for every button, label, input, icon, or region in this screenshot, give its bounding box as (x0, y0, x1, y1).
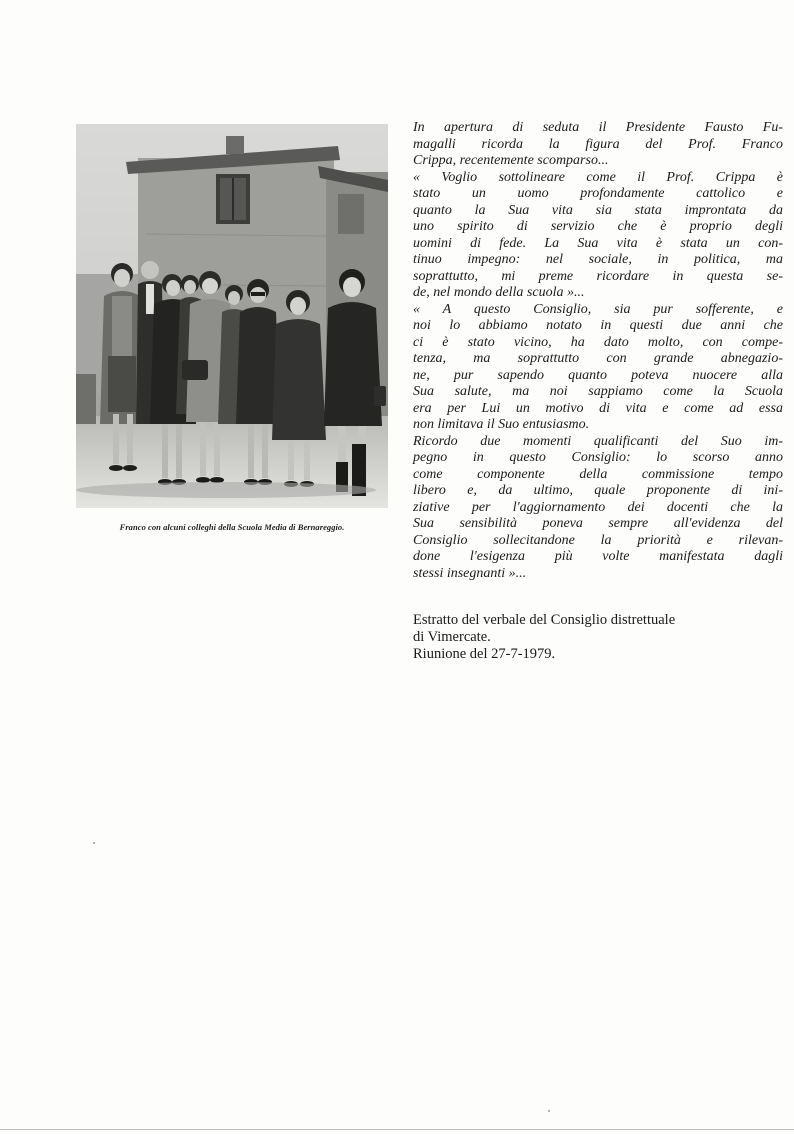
text-line: Crippa, recentemente scomparso... (413, 153, 609, 168)
scan-edge (0, 1129, 794, 1130)
text-line: « Voglio sottolineare come il Prof. Crippa è (413, 169, 783, 185)
group-photo (76, 124, 388, 508)
text-line: ziative per l'aggiornamento dei docenti che la (413, 499, 783, 515)
text-line: « A questo Consiglio, sia pur sofferente, e (413, 301, 783, 317)
paragraph-quote-1 (413, 170, 783, 302)
scan-speck (93, 842, 95, 844)
group-photo-image (76, 124, 388, 508)
text-line: ne, pur sapendo quanto poteva nuocere alla (413, 367, 783, 383)
scan-speck (548, 1110, 550, 1112)
text-line: Sua salute, ma noi sappiamo come la Scuola (413, 384, 783, 399)
text-line: magalli ricorda la figura del Prof. Franco (413, 136, 783, 152)
text-line: Ricordo due momenti qualificanti del Suo im- (413, 433, 783, 449)
minutes-text (413, 120, 783, 582)
text-line: soprattutto, mi preme ricordare in questa se- (413, 268, 783, 284)
text-line: stessi insegnanti »... (413, 565, 527, 581)
extract-line: di Vimercate. (413, 629, 491, 645)
text-line: pegno in questo Consiglio: lo scorso anno (413, 450, 783, 465)
text-line: tenza, ma soprattutto con grande abnegazio- (413, 351, 783, 366)
text-line: non limitava il Suo entusiasmo. (413, 417, 590, 432)
text-line: tinuo impegno: nel sociale, in politica, ma (413, 252, 783, 267)
text-line: come componente della commissione tempo (413, 466, 783, 482)
paragraph-quote-2 (413, 302, 783, 434)
text-line: Sua sensibilità poneva sempre all'evidenza del (413, 516, 783, 531)
text-line: ci è stato vicino, ha dato molto, con compe- (413, 334, 783, 350)
text-line: noi lo abbiamo notato in questi due anni che (413, 318, 783, 333)
text-line: In apertura di seduta il Presidente Fausto Fu- (413, 120, 783, 135)
text-line: Consiglio sollecitandone la priorità e rilevan- (413, 532, 783, 548)
text-line: quanto la Sua vita sia stata improntata da (413, 202, 783, 218)
extract-line: Estratto del verbale del Consiglio distrettuale (413, 612, 676, 628)
extract-note (413, 612, 783, 663)
paragraph-quote-3 (413, 434, 783, 583)
text-line: uno spirito di servizio che è proprio degli (413, 219, 783, 234)
text-line: stato un uomo profondamente cattolico e (413, 186, 783, 201)
photo-caption: Franco con alcuni colleghi della Scuola Media di Bernareggio. (119, 522, 345, 532)
text-line: uomini di fede. La Sua vita è stata un con- (413, 235, 783, 251)
paragraph-intro (413, 120, 783, 170)
text-line: de, nel mondo della scuola »... (413, 285, 585, 300)
text-line: era per Lui un motivo di vita e come ad essa (413, 400, 783, 416)
text-line: libero e, da ultimo, quale proponente di ini- (413, 483, 783, 498)
extract-line: Riunione del 27-7-1979. (413, 646, 556, 662)
text-line: done l'esigenza più volte manifestata dagli (413, 549, 783, 564)
